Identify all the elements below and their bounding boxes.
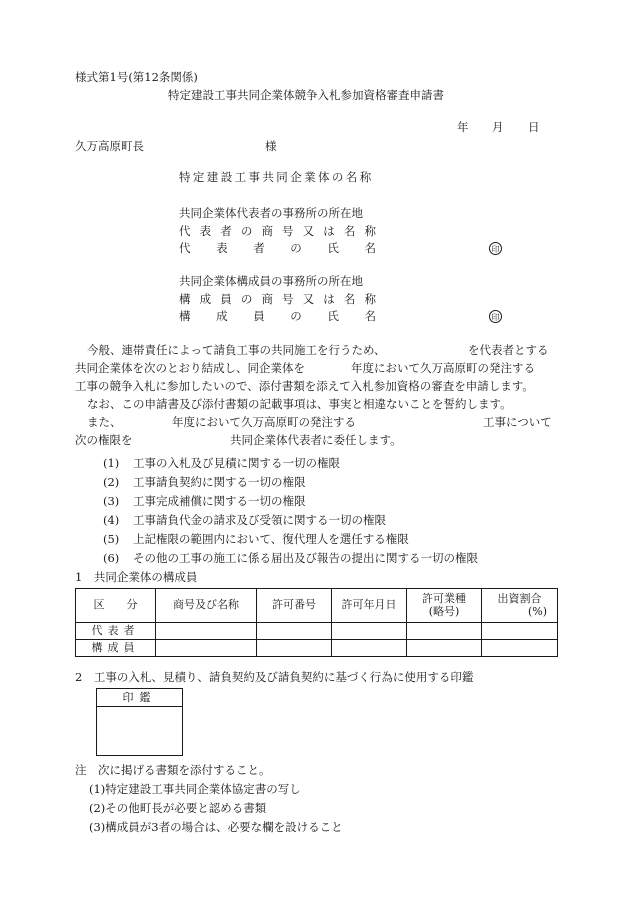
- row-representative-label: 代表者: [76, 623, 156, 640]
- body-p1-line3: 工事の競争入札に参加したいので、添付書類を添えて入札参加資格の審査を申請します。: [75, 379, 534, 393]
- seal-box-label: 印鑑: [97, 689, 182, 707]
- cell-rep-permit-date: [332, 623, 407, 640]
- section2-title: 2 工事の入札、見積り、請負契約及び請負契約に基づく行為に使用する印鑑: [75, 670, 474, 684]
- members-table: [75, 588, 558, 657]
- date-day-label: 日: [528, 120, 540, 134]
- header-permit-type: [407, 589, 482, 623]
- addressee: 久万高原町長: [75, 139, 144, 153]
- body-p3-line1-b: 年度において久万高原町の発注する: [172, 415, 356, 429]
- cell-rep-trade-name: [156, 623, 257, 640]
- members-table-header: [76, 589, 558, 623]
- member-trade-name-label: 構成員の商号又は名称: [179, 292, 376, 306]
- body-p3-line2-b: 共同企業体代表者に委任します。: [230, 433, 402, 447]
- rep-address-label: 共同企業体代表者の事務所の所在地: [179, 206, 363, 220]
- body-p1-line2-a: 共同企業体を次のとおり結成し、同企業体を: [75, 361, 305, 375]
- body-p1-line1-a: 今般、連帯責任によって請負工事の共同施工を行うため、: [87, 343, 386, 357]
- header-trade-name: 商号及び名称: [156, 589, 257, 623]
- cell-mem-permit-type: [407, 640, 482, 657]
- power-item-3-num: (3): [103, 494, 120, 508]
- note-item-3: (3)構成員が3者の場合は、必要な欄を設けること: [89, 820, 343, 834]
- form-number: 様式第1号(第12条関係): [75, 70, 198, 84]
- header-share-l1: 出資割合: [497, 591, 542, 605]
- body-p1-line1-b: を代表者とする: [468, 343, 549, 357]
- cell-mem-permit-date: [332, 640, 407, 657]
- power-item-5-num: (5): [103, 532, 120, 546]
- jv-name-label: 特定建設工事共同企業体の名称: [179, 170, 374, 184]
- note-item-1: (1)特定建設工事共同企業体協定書の写し: [89, 782, 301, 796]
- body-p3-line1-c: 工事について: [483, 415, 552, 429]
- cell-rep-share: [482, 623, 558, 640]
- seal-impression-box: [96, 688, 183, 756]
- header-division: 区 分: [76, 589, 156, 623]
- header-permit-type-l1: 許可業種: [422, 591, 466, 605]
- note-item-2: (2)その他町長が必要と認める書類: [89, 801, 267, 815]
- cell-rep-permit-type: [407, 623, 482, 640]
- body-p1-line2-b: 年度において久万高原町の発注する: [351, 361, 535, 375]
- date-month-label: 月: [492, 120, 504, 134]
- header-investment-share: [482, 589, 558, 623]
- power-item-4-num: (4): [103, 513, 120, 527]
- cell-mem-trade-name: [156, 640, 257, 657]
- header-permit-date: 許可年月日: [332, 589, 407, 623]
- row-member-label: 構成員: [76, 640, 156, 657]
- cell-mem-permit-number: [257, 640, 332, 657]
- table-row: [76, 623, 558, 640]
- power-item-1-num: (1): [103, 456, 120, 470]
- body-p3-line2-a: 次の権限を: [75, 433, 133, 447]
- date-year-label: 年: [457, 120, 469, 134]
- power-item-6-text: その他の工事の施工に係る届出及び報告の提出に関する一切の権限: [133, 551, 478, 565]
- member-seal-mark: 印: [489, 310, 502, 323]
- rep-trade-name-label: 代表者の商号又は名称: [179, 224, 376, 238]
- header-permit-type-l2: (略号): [428, 604, 460, 618]
- cell-mem-share: [482, 640, 558, 657]
- honorific: 様: [265, 139, 277, 153]
- section1-title: 1 共同企業体の構成員: [75, 570, 198, 584]
- table-row: [76, 640, 558, 657]
- power-item-4-text: 工事請負代金の請求及び受領に関する一切の権限: [133, 513, 386, 527]
- power-item-3-text: 工事完成補償に関する一切の権限: [133, 494, 306, 508]
- body-p2: なお、この申請書及び添付書類の記載事項は、事実と相違ないことを誓約します。: [87, 397, 512, 411]
- power-item-2-num: (2): [103, 475, 120, 489]
- rep-person-label: 代表者の氏名: [179, 241, 376, 255]
- power-item-1-text: 工事の入札及び見積に関する一切の権限: [133, 456, 340, 470]
- power-item-2-text: 工事請負契約に関する一切の権限: [133, 475, 306, 489]
- cell-rep-permit-number: [257, 623, 332, 640]
- header-permit-number: 許可番号: [257, 589, 332, 623]
- rep-seal-mark: 印: [489, 242, 502, 255]
- notes-intro: 注 次に掲げる書類を添付すること。: [75, 763, 271, 777]
- member-person-label: 構成員の氏名: [179, 309, 376, 323]
- member-address-label: 共同企業体構成員の事務所の所在地: [179, 274, 363, 288]
- document-title: 特定建設工事共同企業体競争入札参加資格審査申請書: [168, 88, 444, 102]
- header-share-l2: (%): [527, 604, 547, 618]
- body-p3-line1-a: また、: [87, 415, 122, 429]
- power-item-6-num: (6): [103, 551, 120, 565]
- power-item-5-text: 上記権限の範囲内において、復代理人を選任する権限: [133, 532, 409, 546]
